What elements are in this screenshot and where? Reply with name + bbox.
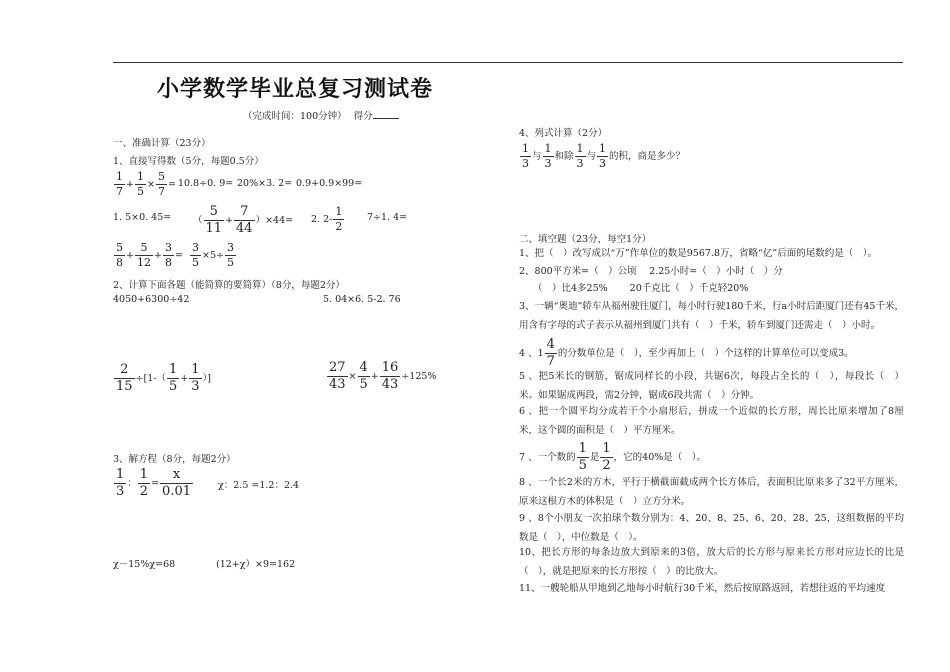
fraction: $\frac{1}{7}$ — [116, 170, 123, 198]
fraction: $\frac{1}{2}$ — [602, 441, 611, 473]
fill-q2-line2: （ ）比4多25% 20千克比（ ）千克轻20% — [533, 283, 749, 294]
fraction: $\frac{5}{8}$ — [116, 241, 123, 269]
completion-time: （完成时间：100分钟） — [243, 111, 347, 122]
calc-2d: 7÷1. 4= — [367, 212, 408, 223]
section1-q2: 2、计算下面各题（能简算的要简算）（8分，每题2分） — [113, 280, 345, 291]
top-rule — [113, 62, 903, 63]
calc-3b: $\frac{3}{5}$ ×5÷ $\frac{3}{5}$ — [192, 241, 234, 269]
calc-1d: 0.9+0.9×99= — [296, 178, 363, 189]
calc-q2b: 5. 04×6. 5-2. 76 — [323, 294, 401, 305]
fraction: $\frac{1}{2}$ — [335, 205, 343, 233]
section1-heading: 一、准确计算（23分） — [113, 138, 211, 149]
score-blank — [373, 109, 399, 119]
fill-q9: 9 、8个小朋友一次拍球个数分别为：4、20、8、25、6、20、28、25，这组数据的平均数是（ ），中位数是（ ）。 — [519, 513, 904, 543]
fill-q11: 11、一艘轮船从甲地到乙地每小时航行30千米，然后按原路返回，若想往返的平均速度 — [519, 583, 886, 594]
fraction: $\frac{1}{3}$ — [576, 142, 584, 170]
calc-q2a: 4050+6300÷42 — [113, 294, 190, 305]
q4-expression: $\frac{1}{3}$ 与 $\frac{1}{3}$ 和除 $\frac{1}{3}$ 与 $\frac{1}{3}$ 的积，商是多少？ — [522, 142, 686, 170]
page-title: 小学数学毕业总复习测试卷 — [157, 77, 434, 102]
fill-q3: 3、一辆“奥迪”轿车从福州驶往厦门，每小时行驶180千米，行a小时后距厦门还有45千米，用含有字母的式子表示从福州到厦门共有（ ）千米，轿车到厦门还需走（ ）小时。 — [519, 301, 904, 331]
fraction: $\frac{5}{12}$ — [136, 241, 151, 269]
fraction: $\frac{16}{43}$ — [381, 360, 399, 392]
fill-q7: 7 、一个数的 $\frac{1}{5}$ 是 $\frac{1}{2}$ ，它的40%是（ ）。 — [519, 441, 707, 473]
calc-3a: $\frac{5}{8}$ + $\frac{5}{12}$ + $\frac{3}{8}$ = — [116, 241, 183, 269]
fraction: $\frac{1}{5}$ — [578, 441, 587, 473]
fill-q2-line1: 2、800平方米=（ ）公顷 2.25小时=（ ）小时（ ）分 — [519, 266, 783, 277]
section2-heading: 二、填空题（23分，每空1分） — [519, 234, 652, 245]
fill-q4: 4 、1 $\frac{4}{7}$ 的分数单位是（ ），至少再加上（ ）个这样的计算单位可以变成3。 — [519, 337, 854, 369]
fraction: $\frac{1}{3}$ — [544, 142, 552, 170]
calc-q2d: $\frac{27}{43}$ × $\frac{4}{5}$ + $\frac{16}{43}$ ÷125% — [329, 360, 437, 392]
fraction: $\frac{1}{3}$ — [116, 467, 125, 499]
calc-q2c: $\frac{2}{15}$ ÷[1-（ $\frac{1}{5}$ + $\frac{1}{3}$ ）] — [116, 362, 211, 394]
fill-q6: 6 、把一个圆平均分成若干个小扇形后，拼成一个近似的长方形，周长比原来增加了8厘米，这个圆的面积是（ ）平方厘米。 — [519, 406, 904, 436]
calc-2a: 1. 5×0. 45= — [113, 212, 172, 223]
fraction: $\frac{27}{43}$ — [329, 360, 346, 392]
fraction: $\frac{3}{5}$ — [192, 241, 199, 269]
fraction: $\frac{4}{5}$ — [359, 360, 368, 392]
fraction: $\frac{2}{15}$ — [116, 362, 133, 394]
fraction: $\frac{1}{5}$ — [136, 170, 144, 198]
fill-q10: 10、把长方形的每条边放大到原来的3倍，放大后的长方形与原来长方形对应边长的比是（ ），就是把原来的长方形按（ ）的比放大。 — [519, 547, 904, 577]
fraction: $\frac{x}{0.01}$ — [162, 467, 191, 499]
subtitle — [243, 108, 399, 122]
calc-2c: 2. 2- $\frac{1}{2}$ — [311, 205, 343, 233]
q4-heading: 4、列式计算（2分） — [519, 128, 608, 139]
section1-q3: 3、解方程（8分，每题2分） — [113, 454, 236, 465]
equation-c: χ－15%χ=68 — [113, 559, 176, 570]
fraction: $\frac{1}{5}$ — [168, 362, 178, 394]
fill-q1: 1、把（ ）改写成以“万”作单位的数是9567.8万，省略“亿”后面的尾数约是（ ）。 — [519, 248, 877, 259]
fraction: $\frac{3}{8}$ — [164, 241, 172, 269]
section1-q1: 1、直接写得数（5分，每题0.5分） — [113, 156, 264, 167]
equation-a: $\frac{1}{3}$ ： $\frac{1}{2}$ = $\frac{x}{0.01}$ — [116, 467, 191, 499]
score-label: 得分 — [353, 111, 373, 122]
equation-d: (12+χ）×9=162 — [216, 559, 296, 570]
fill-q5: 5 、把5米长的钢筋，锯成同样长的小段，共锯6次，每段占全长的（ ），每段长（ ）米。如果锯成两段，需2分钟，锯成6段共需（ ）分钟。 — [519, 371, 904, 401]
fraction: $\frac{1}{3}$ — [191, 362, 200, 394]
calc-row-1: $\frac{1}{7}$ + $\frac{1}{5}$ × $\frac{5}{7}$ = — [116, 170, 176, 198]
fraction: $\frac{4}{7}$ — [546, 337, 555, 369]
fraction: $\frac{5}{11}$ — [205, 204, 223, 236]
fraction: $\frac{5}{7}$ — [157, 170, 165, 198]
fraction: $\frac{7}{44}$ — [236, 204, 253, 236]
fill-q8: 8 、一个长2米的方木，平行于横截面截成两个长方体后，表面积比原来多了32平方厘米，原来这根方木的体积是（ ）立方分米。 — [519, 477, 904, 507]
fraction: $\frac{1}{3}$ — [599, 142, 607, 170]
calc-1b: 10.8÷0. 9= — [178, 178, 234, 189]
fraction: $\frac{1}{2}$ — [139, 467, 149, 499]
fraction: $\frac{1}{3}$ — [522, 142, 529, 170]
fraction: $\frac{3}{5}$ — [226, 241, 234, 269]
calc-2b: （ $\frac{5}{11}$ + $\frac{7}{44}$ ）×44= — [193, 204, 294, 236]
calc-1c: 20%×3. 2= — [237, 178, 293, 189]
equation-b: χ：2.5 =1.2：2.4 — [218, 480, 300, 491]
